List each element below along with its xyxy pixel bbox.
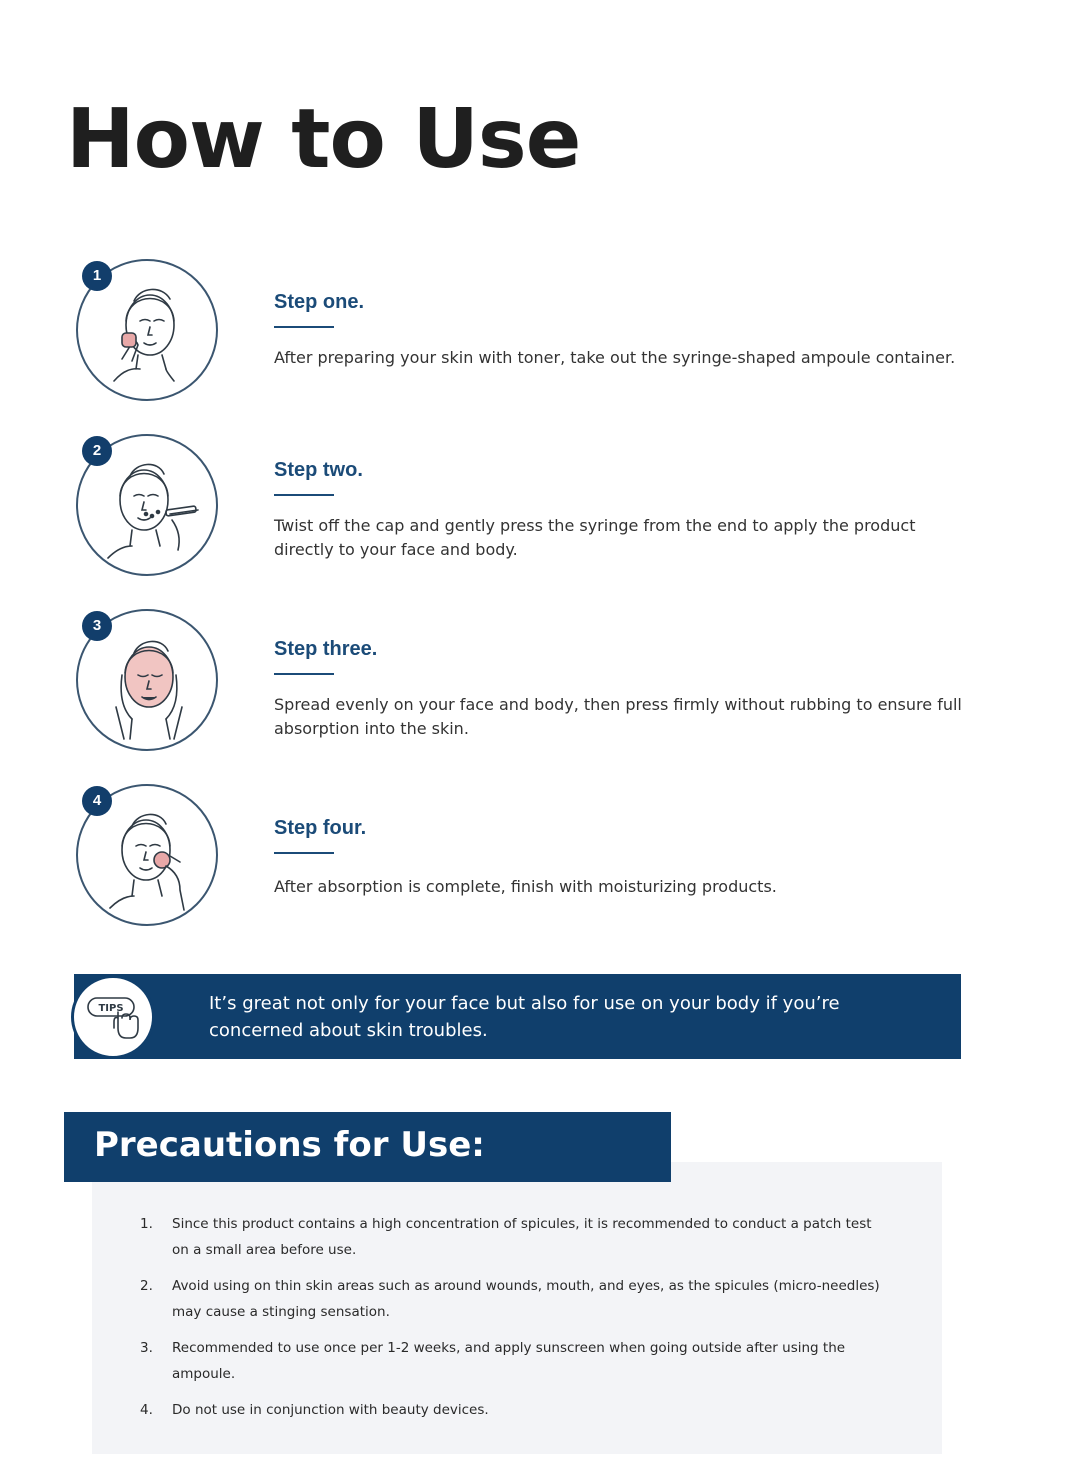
step-description: After absorption is complete, finish with moisturizing products. (274, 877, 777, 896)
precaution-number: 2. (140, 1278, 153, 1294)
step-3 (0, 609, 1080, 759)
step-number-badge: 1 (82, 261, 112, 291)
tips-text: It’s great not only for your face but also for use on your body if you’re concerned about skin troubles. (209, 993, 840, 1041)
precaution-text: Do not use in conjunction with beauty devices. (172, 1402, 489, 1418)
heading-underline (274, 673, 334, 675)
step-heading: Step one. (274, 291, 365, 313)
step-number-badge: 4 (82, 786, 112, 816)
heading-underline (274, 494, 334, 496)
precaution-text: Recommended to use once per 1-2 weeks, and apply sunscreen when going outside after using the ampoule. (172, 1340, 846, 1382)
step-number-badge: 3 (82, 611, 112, 641)
step-1 (0, 259, 1080, 409)
step-number-badge: 2 (82, 436, 112, 466)
step-2 (0, 434, 1080, 584)
tips-label: TIPS (98, 1003, 124, 1014)
step-heading: Step three. (274, 638, 378, 660)
precautions-title: Precautions for Use: (94, 1125, 485, 1165)
heading-underline (274, 326, 334, 328)
step-heading: Step four. (274, 817, 367, 839)
step-4 (0, 784, 1080, 934)
precaution-text: Since this product contains a high concentration of spicules, it is recommended to conduct a patch test on a small area before use. (172, 1216, 872, 1258)
precaution-number: 3. (140, 1340, 153, 1356)
step-description: Twist off the cap and gently press the syringe from the end to apply the product directly to your face and body. (274, 516, 916, 559)
step-description: After preparing your skin with toner, take out the syringe-shaped ampoule container. (274, 348, 956, 367)
precaution-number: 4. (140, 1402, 153, 1418)
precaution-number: 1. (140, 1216, 153, 1232)
tips-badge (71, 975, 155, 1059)
precaution-text: Avoid using on thin skin areas such as around wounds, mouth, and eyes, as the spicules (micro-needles) may cause a stinging sensation. (172, 1278, 880, 1320)
page-title: How to Use (66, 92, 581, 187)
step-description: Spread evenly on your face and body, then press firmly without rubbing to ensure full absorption into the skin. (274, 695, 962, 738)
step-heading: Step two. (274, 459, 363, 481)
heading-underline (274, 852, 334, 854)
